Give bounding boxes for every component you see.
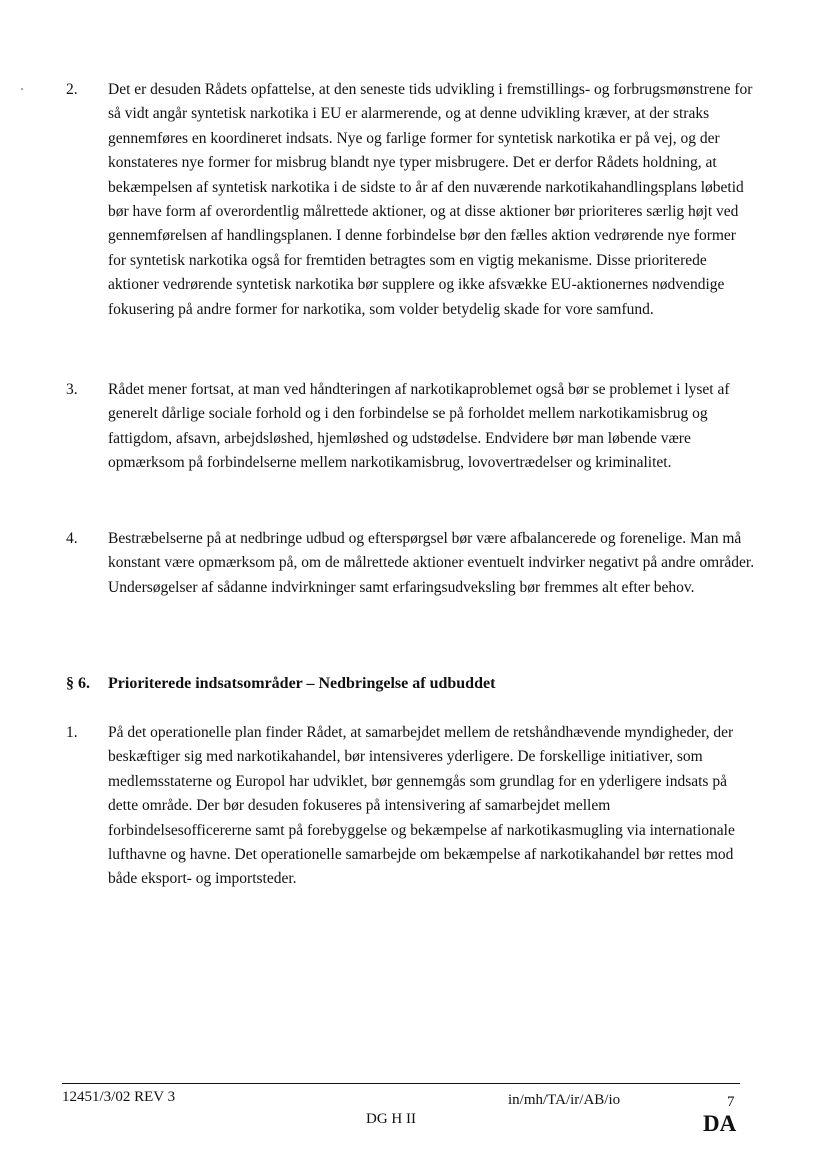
paragraph-number: 3.: [66, 381, 78, 398]
directorate: DG H II: [366, 1111, 416, 1127]
section-number: § 6.: [66, 675, 90, 692]
section-paragraph-1: [66, 721, 756, 892]
paragraph-number: 1.: [66, 724, 78, 741]
paragraph-number: 4.: [66, 530, 78, 547]
document-reference: 12451/3/02 REV 3: [62, 1089, 176, 1105]
language-code: DA: [703, 1111, 737, 1136]
paragraph-text: Bestræbelserne på at nedbringe udbud og efterspørgsel bør være afbalancerede og forenelige. Man må konstant være opmærksom på, om de målrettede aktioner eventuelt indvirker negativt på andre områder. Undersøgelser af sådanne indvirkninger samt erfaringsudveksling bør fremmes alt efter behov.: [108, 530, 755, 596]
paragraph-text: Rådet mener fortsat, at man ved håndteringen af narkotikaproblemet også bør se problemet i lyset af generelt dårlige sociale forhold og i den forbindelse se på forholdet mellem narkotikamisbrug og fattigdom, afsavn, arbejdsløshed, hjemløshed og udstødelse. Endvidere bør man løbende være opmærksom på forbindelserne mellem narkotikamisbrug, lovovertrædelser og kriminalitet.: [108, 381, 730, 472]
paragraph-text: Det er desuden Rådets opfattelse, at den seneste tids udvikling i fremstillings- og forbrugsmønstrene for så vidt angår syntetisk narkotika i EU er alarmerende, og at denne udvikling kræver, at der straks gennemføres en koordineret indsats. Nye og farlige former for syntetisk narkotika er på vej, og der konstateres nye former for misbrug blandt nye typer misbrugere. Det er derfor Rådets holdning, at bekæmpelsen af syntetisk narkotika i de sidste to år af den nuværende narkotikahandlingsplans løbetid bør have form af overordentlig målrettede aktioner, og at disse aktioner bør prioriteres særlig højt ved gennemførelsen af handlingsplanen. I denne forbindelse bør den fælles aktion vedrørende nye former for syntetisk narkotika også for fremtiden betragtes som en vigtig mekanisme. Disse prioriterede aktioner vedrørende syntetisk narkotika bør supplere og ikke afsvække EU-aktionernes nødvendige fokusering på andre former for narkotika, som volder betydelig skade for vore samfund.: [108, 81, 753, 318]
scan-speck: [21, 88, 23, 90]
paragraph-number: 2.: [66, 81, 78, 98]
paragraph-text: På det operationelle plan finder Rådet, at samarbejdet mellem de retshåndhævende myndigheder, der beskæftiger sig med narkotikahandel, bør intensiveres yderligere. De forskellige initiativer, som medlemsstaterne og Europol har udviklet, bør gennemgås som grundlag for en yderligere indsats på dette område. Der bør desuden fokuseres på intensivering af samarbejdet mellem forbindelsesofficererne samt på forebyggelse og bekæmpelse af narkotikasmugling via internationale lufthavne og havne. Det operationelle samarbejde om bekæmpelse af narkotikahandel bør rettes mod både eksport- og importsteder.: [108, 724, 735, 888]
section-title: Prioriterede indsatsområder – Nedbringelse af udbuddet: [108, 675, 496, 692]
page-number: 7: [727, 1094, 735, 1110]
section-heading: [66, 675, 495, 693]
paragraph-3: [66, 378, 756, 476]
footer-divider: [62, 1083, 740, 1084]
paragraph-4: [66, 527, 756, 600]
paragraph-2: [66, 78, 756, 322]
author-initials: in/mh/TA/ir/AB/io: [508, 1092, 621, 1108]
